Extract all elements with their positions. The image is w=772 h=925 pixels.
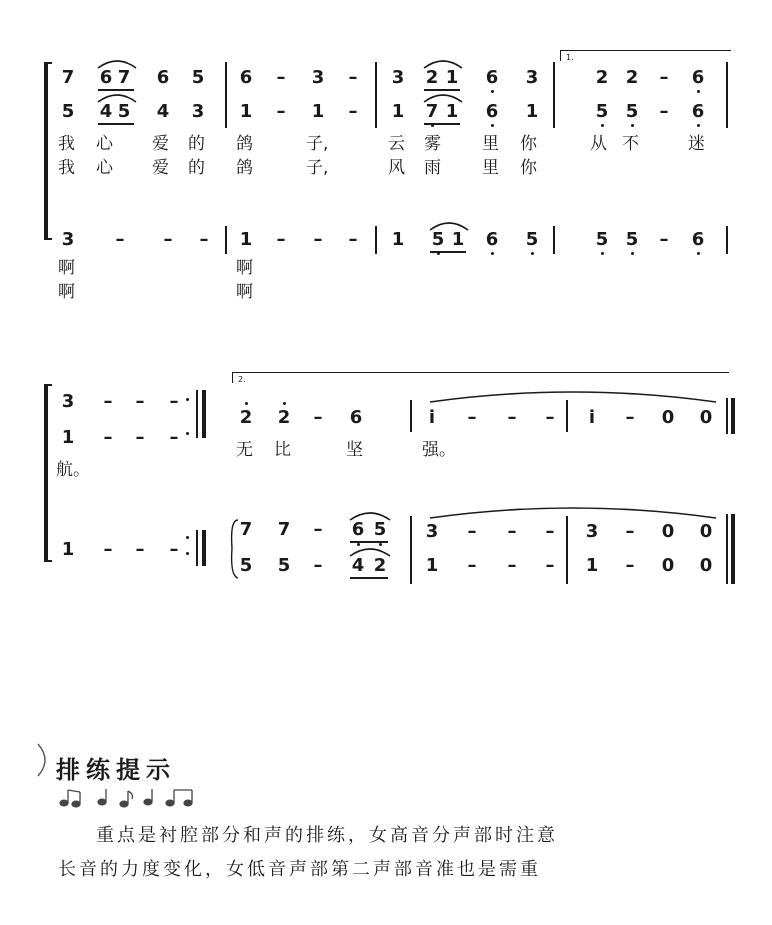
note: i bbox=[428, 407, 436, 428]
barline bbox=[726, 226, 728, 254]
barline bbox=[553, 62, 555, 128]
beam bbox=[350, 577, 388, 579]
low-octave-dot bbox=[631, 252, 634, 255]
system-brace bbox=[44, 62, 48, 240]
repeat-barline bbox=[202, 390, 206, 438]
note: 5 bbox=[525, 229, 539, 250]
lyric-char: 无 bbox=[236, 440, 253, 460]
dash: – bbox=[313, 407, 323, 428]
note: 5 bbox=[277, 555, 291, 576]
note: 6 bbox=[691, 229, 705, 250]
note: 6 bbox=[99, 67, 113, 88]
lyric-char: 比 bbox=[274, 440, 291, 460]
high-octave-dot bbox=[245, 402, 248, 405]
note: 6 bbox=[351, 519, 365, 540]
low-octave-dot bbox=[491, 124, 494, 127]
repeat-dot bbox=[186, 536, 189, 539]
low-octave-dot bbox=[601, 252, 604, 255]
dash: – bbox=[276, 229, 286, 250]
lyric-char: 子, bbox=[306, 158, 329, 178]
tips-paragraph-line-1: 重点是衬腔部分和声的排练，女高音分声部时注意 bbox=[96, 825, 558, 846]
dash: – bbox=[659, 101, 669, 122]
note: 6 bbox=[691, 101, 705, 122]
dash: – bbox=[276, 101, 286, 122]
low-octave-dot bbox=[491, 252, 494, 255]
note: 1 bbox=[239, 101, 253, 122]
high-octave-dot bbox=[283, 402, 286, 405]
music-notes-decoration-icon bbox=[56, 786, 206, 808]
note: 0 bbox=[699, 407, 713, 428]
brace-top bbox=[44, 384, 52, 386]
volta-2-bracket bbox=[232, 372, 729, 383]
tips-heading: 排练提示 bbox=[56, 756, 176, 784]
dash: – bbox=[276, 67, 286, 88]
dash: – bbox=[348, 229, 358, 250]
note: 1 bbox=[61, 539, 75, 560]
dash: – bbox=[135, 391, 145, 412]
system-brace bbox=[44, 384, 48, 562]
alto-lyric: 啊 bbox=[58, 282, 75, 302]
brace-top bbox=[44, 62, 52, 64]
tie bbox=[428, 388, 718, 404]
lyric-char: 我 bbox=[58, 134, 75, 154]
note: 6 bbox=[156, 67, 170, 88]
note: 5 bbox=[431, 229, 445, 250]
barline bbox=[553, 226, 555, 254]
note: 3 bbox=[61, 229, 75, 250]
beam bbox=[430, 251, 466, 253]
beam bbox=[98, 123, 134, 125]
note: 0 bbox=[661, 407, 675, 428]
lyric-char: 里 bbox=[482, 134, 499, 154]
low-octave-dot bbox=[601, 124, 604, 127]
barline bbox=[225, 62, 227, 128]
lyric-char: 鸽 bbox=[236, 158, 253, 178]
dash: – bbox=[348, 67, 358, 88]
dash: – bbox=[348, 101, 358, 122]
note: 4 bbox=[156, 101, 170, 122]
dash: – bbox=[103, 427, 113, 448]
slur bbox=[422, 56, 464, 70]
lyric-char: 我 bbox=[58, 158, 75, 178]
note: 4 bbox=[351, 555, 365, 576]
lyric-char: 心 bbox=[96, 158, 113, 178]
note: 1 bbox=[239, 229, 253, 250]
note: 6 bbox=[485, 229, 499, 250]
lyric-char: 坚 bbox=[346, 440, 363, 460]
brace-bottom bbox=[44, 560, 52, 562]
repeat-dot bbox=[186, 552, 189, 555]
note: 6 bbox=[349, 407, 363, 428]
lyric-char: 雨 bbox=[424, 158, 441, 178]
beam bbox=[350, 541, 388, 543]
note: 1 bbox=[61, 427, 75, 448]
final-barline bbox=[731, 398, 735, 434]
note: 6 bbox=[485, 101, 499, 122]
note: 7 bbox=[277, 519, 291, 540]
barline bbox=[225, 226, 227, 254]
volta-1-bracket bbox=[560, 50, 731, 61]
dash: – bbox=[103, 391, 113, 412]
note: 5 bbox=[191, 67, 205, 88]
dash: – bbox=[163, 229, 173, 250]
barline bbox=[566, 400, 568, 432]
low-octave-dot bbox=[431, 124, 434, 127]
note: 2 bbox=[239, 407, 253, 428]
dash: – bbox=[545, 407, 555, 428]
repeat-dot bbox=[186, 432, 189, 435]
note: 1 bbox=[445, 67, 459, 88]
low-octave-dot bbox=[437, 252, 440, 255]
note: 1 bbox=[445, 101, 459, 122]
dash: – bbox=[507, 555, 517, 576]
note: 5 bbox=[239, 555, 253, 576]
dash: – bbox=[507, 521, 517, 542]
note: 5 bbox=[625, 229, 639, 250]
dash: – bbox=[467, 521, 477, 542]
note: 5 bbox=[625, 101, 639, 122]
dash: – bbox=[115, 229, 125, 250]
dash: – bbox=[625, 407, 635, 428]
dash: – bbox=[199, 229, 209, 250]
note: 1 bbox=[451, 229, 465, 250]
lyric-char: 的 bbox=[188, 134, 205, 154]
slur bbox=[428, 218, 470, 232]
note: 3 bbox=[191, 101, 205, 122]
dash: – bbox=[625, 521, 635, 542]
barline bbox=[196, 530, 198, 566]
note: 2 bbox=[625, 67, 639, 88]
slur bbox=[422, 90, 464, 104]
lyric-char: 你 bbox=[520, 158, 537, 178]
dash: – bbox=[659, 229, 669, 250]
volta-1-label: 1. bbox=[566, 53, 574, 62]
lyric-char: 爱 bbox=[152, 158, 169, 178]
note: 5 bbox=[373, 519, 387, 540]
note: 7 bbox=[61, 67, 75, 88]
low-octave-dot bbox=[697, 124, 700, 127]
repeat-barline bbox=[202, 530, 206, 566]
dash: – bbox=[169, 391, 179, 412]
brace-bottom bbox=[44, 238, 52, 240]
note: 4 bbox=[99, 101, 113, 122]
lyric-char: 风 bbox=[388, 158, 405, 178]
repeat-dot bbox=[186, 398, 189, 401]
lyric-char: 不 bbox=[622, 134, 639, 154]
note: 0 bbox=[661, 555, 675, 576]
slur bbox=[96, 90, 138, 104]
lyric-char: 子, bbox=[306, 134, 329, 154]
tie bbox=[428, 504, 718, 520]
barline bbox=[375, 62, 377, 128]
note: 5 bbox=[117, 101, 131, 122]
note: 2 bbox=[373, 555, 387, 576]
dash: – bbox=[169, 539, 179, 560]
note: 5 bbox=[595, 101, 609, 122]
tips-paragraph-line-2: 长音的力度变化，女低音声部第二声部音准也是需重 bbox=[58, 859, 541, 880]
note: 6 bbox=[691, 67, 705, 88]
note: 2 bbox=[595, 67, 609, 88]
note: 7 bbox=[425, 101, 439, 122]
lyric-char: 雾 bbox=[424, 134, 441, 154]
tips-ornament-icon bbox=[34, 740, 58, 780]
low-octave-dot bbox=[631, 124, 634, 127]
note: 6 bbox=[485, 67, 499, 88]
note: i bbox=[588, 407, 596, 428]
slur bbox=[96, 56, 138, 70]
note: 0 bbox=[699, 555, 713, 576]
note: 1 bbox=[391, 101, 405, 122]
dash: – bbox=[507, 407, 517, 428]
note: 3 bbox=[585, 521, 599, 542]
note: 5 bbox=[595, 229, 609, 250]
dash: – bbox=[169, 427, 179, 448]
beam bbox=[424, 123, 460, 125]
dash: – bbox=[313, 229, 323, 250]
note: 1 bbox=[391, 229, 405, 250]
lyric-char: 爱 bbox=[152, 134, 169, 154]
alto-lyric: 啊 bbox=[236, 258, 253, 278]
lyric-char: 迷 bbox=[688, 134, 705, 154]
barline bbox=[726, 62, 728, 128]
note: 2 bbox=[277, 407, 291, 428]
lyric-char: 里 bbox=[482, 158, 499, 178]
dash: – bbox=[625, 555, 635, 576]
volta-2-label: 2. bbox=[238, 375, 246, 384]
barline bbox=[375, 226, 377, 254]
dash: – bbox=[467, 555, 477, 576]
dash: – bbox=[545, 555, 555, 576]
barline bbox=[566, 516, 568, 584]
slur bbox=[348, 508, 392, 522]
note: 3 bbox=[61, 391, 75, 412]
note: 3 bbox=[311, 67, 325, 88]
note: 2 bbox=[425, 67, 439, 88]
barline bbox=[410, 516, 412, 584]
dash: – bbox=[545, 521, 555, 542]
note: 3 bbox=[391, 67, 405, 88]
note: 7 bbox=[239, 519, 253, 540]
low-octave-dot bbox=[531, 252, 534, 255]
note: 0 bbox=[699, 521, 713, 542]
dash: – bbox=[659, 67, 669, 88]
note: 3 bbox=[525, 67, 539, 88]
note: 1 bbox=[311, 101, 325, 122]
slur bbox=[348, 544, 392, 558]
dash: – bbox=[135, 539, 145, 560]
dash: – bbox=[467, 407, 477, 428]
note: 5 bbox=[61, 101, 75, 122]
note: 1 bbox=[585, 555, 599, 576]
lyric-char: 航。 bbox=[56, 460, 90, 480]
lyric-char: 从 bbox=[590, 134, 607, 154]
barline bbox=[410, 400, 412, 432]
note: 6 bbox=[239, 67, 253, 88]
lyric-char: 心 bbox=[96, 134, 113, 154]
lyric-char: 强。 bbox=[422, 440, 456, 460]
lyric-char: 云 bbox=[388, 134, 405, 154]
dash: – bbox=[313, 555, 323, 576]
note: 1 bbox=[425, 555, 439, 576]
alto-lyric: 啊 bbox=[236, 282, 253, 302]
barline bbox=[726, 398, 728, 434]
dash: – bbox=[103, 539, 113, 560]
barline bbox=[726, 514, 728, 584]
dash: – bbox=[135, 427, 145, 448]
dash: – bbox=[313, 519, 323, 540]
low-octave-dot bbox=[697, 252, 700, 255]
final-barline bbox=[731, 514, 735, 584]
lyric-char: 的 bbox=[188, 158, 205, 178]
lyric-char: 鸽 bbox=[236, 134, 253, 154]
note: 0 bbox=[661, 521, 675, 542]
note: 7 bbox=[117, 67, 131, 88]
low-octave-dot bbox=[491, 90, 494, 93]
barline bbox=[196, 390, 198, 438]
alto-lyric: 啊 bbox=[58, 258, 75, 278]
note: 3 bbox=[425, 521, 439, 542]
note: 1 bbox=[525, 101, 539, 122]
low-octave-dot bbox=[697, 90, 700, 93]
lyric-char: 你 bbox=[520, 134, 537, 154]
